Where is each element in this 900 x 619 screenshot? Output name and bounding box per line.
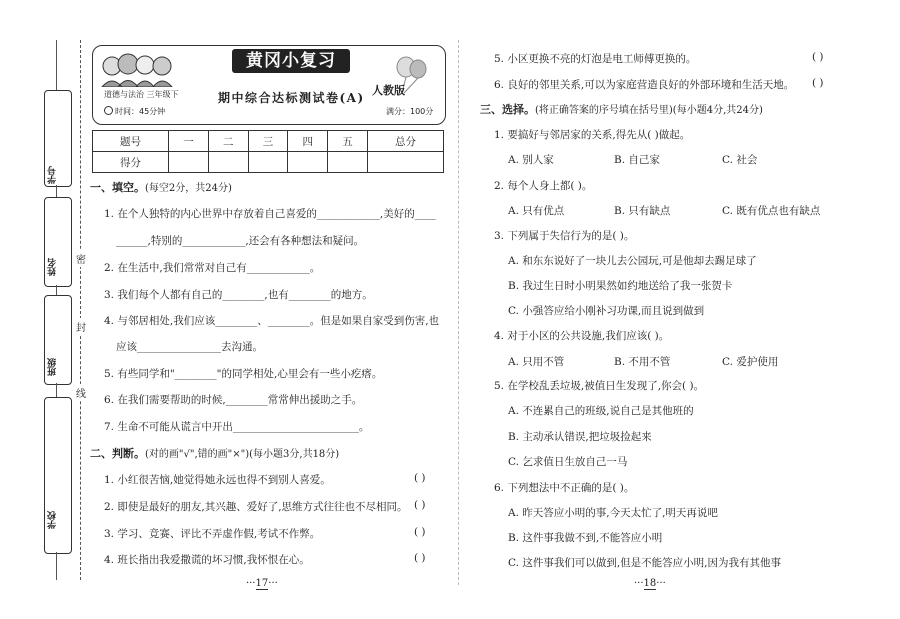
score-row-label: 得分 [93,152,169,173]
fill-line: 应该________________去沟通。 [116,341,263,353]
children-illustration [100,49,178,87]
choice-question: 5. 在学校乱丢垃圾,被值日生发现了,你会( )。 [494,380,705,392]
choice-question: 3. 下列属于失信行为的是( )。 [494,230,635,242]
score-table [92,130,444,173]
score-cell[interactable] [208,152,248,173]
time-label [104,106,165,117]
choice-option[interactable]: B. 这件事我做不到,不能答应小明 [508,532,663,544]
choice-option[interactable]: B. 主动承认错误,把垃圾捡起来 [508,431,652,443]
score-cell[interactable] [248,152,288,173]
brand-logo: 黄冈小复习 [232,49,350,73]
strip-label-student-id: 学号 [48,166,58,184]
subject-label: 道德与法治 三年级下 [104,90,179,99]
score-header-cell: 一 [169,131,209,152]
score-cell[interactable] [328,152,368,173]
score-header-cell: 题号 [93,131,169,152]
fill-line: 6. 在我们需要帮助的时候,________常常伸出援助之手。 [104,394,363,406]
section-title: 二、判断。 [90,447,145,460]
edition-label: 人教版 [372,84,405,97]
answer-paren[interactable]: ( ) [414,552,426,564]
answer-paren[interactable]: ( ) [414,499,426,511]
fill-line: 2. 在生活中,我们常常对自己有____________。 [104,262,321,274]
section-fill-blank-title [90,179,232,195]
page-divider [458,40,459,585]
choice-question: 1. 要搞好与邻居家的关系,得先从( )做起。 [494,129,691,141]
score-header-cell: 三 [248,131,288,152]
seal-dash-line [80,40,81,580]
score-header-cell: 五 [328,131,368,152]
fill-line: 7. 生命不可能从谎言中开出________________________。 [104,421,370,433]
choice-question: 6. 下列想法中不正确的是( )。 [494,482,635,494]
score-table-header-row [93,131,444,152]
choice-option[interactable]: C. 爱护使用 [722,356,779,368]
section-note: (每空2分，共24分) [145,183,232,194]
fill-line: ______,特别的____________,还会有各种想法和疑问。 [116,235,365,247]
score-cell[interactable] [169,152,209,173]
strip-line-4 [56,383,57,397]
score-table-score-row [93,152,444,173]
judge-item: 4. 班长指出我爱撒谎的坏习惯,我怀恨在心。 [104,554,310,566]
choice-option[interactable]: A. 昨天答应小明的事,今天太忙了,明天再说吧 [508,507,718,519]
judge-item: 2. 即使是最好的朋友,其兴趣、爱好了,思维方式往往也不尽相同。 [104,501,408,513]
strip-line-2 [56,185,57,197]
choice-option[interactable]: B. 不用不管 [614,356,671,368]
page-number-right-value: 18 [643,578,657,589]
section-title: 一、填空。 [90,181,145,194]
seal-char-xian: 线 [76,384,86,401]
score-header-cell: 四 [288,131,328,152]
clock-icon [104,106,113,115]
choice-option[interactable]: C. 这件事我们可以做到,但是不能答应小明,因为我有其他事 [508,557,782,569]
choice-option[interactable]: A. 只有优点 [508,205,565,217]
seal-char-mi: 密 [76,250,86,267]
choice-option[interactable]: C. 小强答应给小刚补习功课,而且说到做到 [508,305,705,317]
section-judge-title [90,445,339,461]
fill-line: 4. 与邻居相处,我们应该________、________。但是如果自家受到伤害,也 [104,315,440,327]
score-cell[interactable] [367,152,443,173]
score-header-cell: 二 [208,131,248,152]
section-title: 三、选择。 [480,103,535,116]
choice-option[interactable]: A. 别人家 [508,154,554,166]
judge-item: 3. 学习、竞赛、评比不弄虚作假,考试不作弊。 [104,528,321,540]
time-text: 时间：45分钟 [115,107,166,116]
fill-line: 3. 我们每个人都有自己的________,也有________的地方。 [104,289,373,301]
seal-char-feng: 封 [76,318,86,335]
section-note: (对的画"√",错的画"×")(每小题3分,共18分) [145,449,340,460]
page-number-left-value: 17 [255,578,269,589]
page-number-right: ···18··· [634,578,666,589]
choice-question: 4. 对于小区的公共设施,我们应该( )。 [494,330,670,342]
choice-option[interactable]: C. 乞求值日生放自己一马 [508,456,628,468]
page-number-left: ···17··· [246,578,278,589]
choice-option[interactable]: B. 自己家 [614,154,660,166]
choice-option[interactable]: A. 只用不管 [508,356,565,368]
choice-option[interactable]: A. 和东东说好了一块儿去公园玩,可是他却去踢足球了 [508,255,757,267]
full-score-label: 满分：100分 [386,107,434,116]
strip-label-school: 学校 [48,511,58,529]
exam-title: 期中综合达标测试卷(A) [218,91,365,105]
strip-label-class: 班级 [48,358,58,376]
answer-paren[interactable]: ( ) [414,472,426,484]
answer-paren[interactable]: ( ) [812,77,824,89]
fill-line: 5. 有些同学和"________"的同学相处,心里会有一些小疙瘩。 [104,368,383,380]
fill-line: 1. 在个人独特的内心世界中存放着自己喜爱的____________,美好的____ [104,208,436,220]
choice-option[interactable]: C. 既有优点也有缺点 [722,205,821,217]
score-header-cell: 总分 [367,131,443,152]
choice-option[interactable]: B. 只有缺点 [614,205,671,217]
strip-label-name: 姓名 [48,258,58,276]
choice-option[interactable]: A. 不连累自己的班级,说自己是其他班的 [508,405,694,417]
judge-item: 1. 小红很苦恼,她觉得她永远也得不到别人喜爱。 [104,474,331,486]
strip-line-bottom [56,552,57,580]
section-note: (将正确答案的序号填在括号里)(每小题4分,共24分) [535,105,763,116]
judge-item: 5. 小区更换不亮的灯泡是电工师傅更换的。 [494,53,697,65]
answer-paren[interactable]: ( ) [414,526,426,538]
strip-line-top [56,40,57,90]
strip-line-3 [56,285,57,295]
section-choice-title [480,101,763,117]
score-cell[interactable] [288,152,328,173]
answer-paren[interactable]: ( ) [812,51,824,63]
judge-item: 6. 良好的邻里关系,可以为家庭营造良好的外部环境和生活天地。 [494,79,795,91]
choice-question: 2. 每个人身上都( )。 [494,180,593,192]
choice-option[interactable]: C. 社会 [722,154,758,166]
choice-option[interactable]: B. 我过生日时小明果然如约地送给了我一张贺卡 [508,280,733,292]
